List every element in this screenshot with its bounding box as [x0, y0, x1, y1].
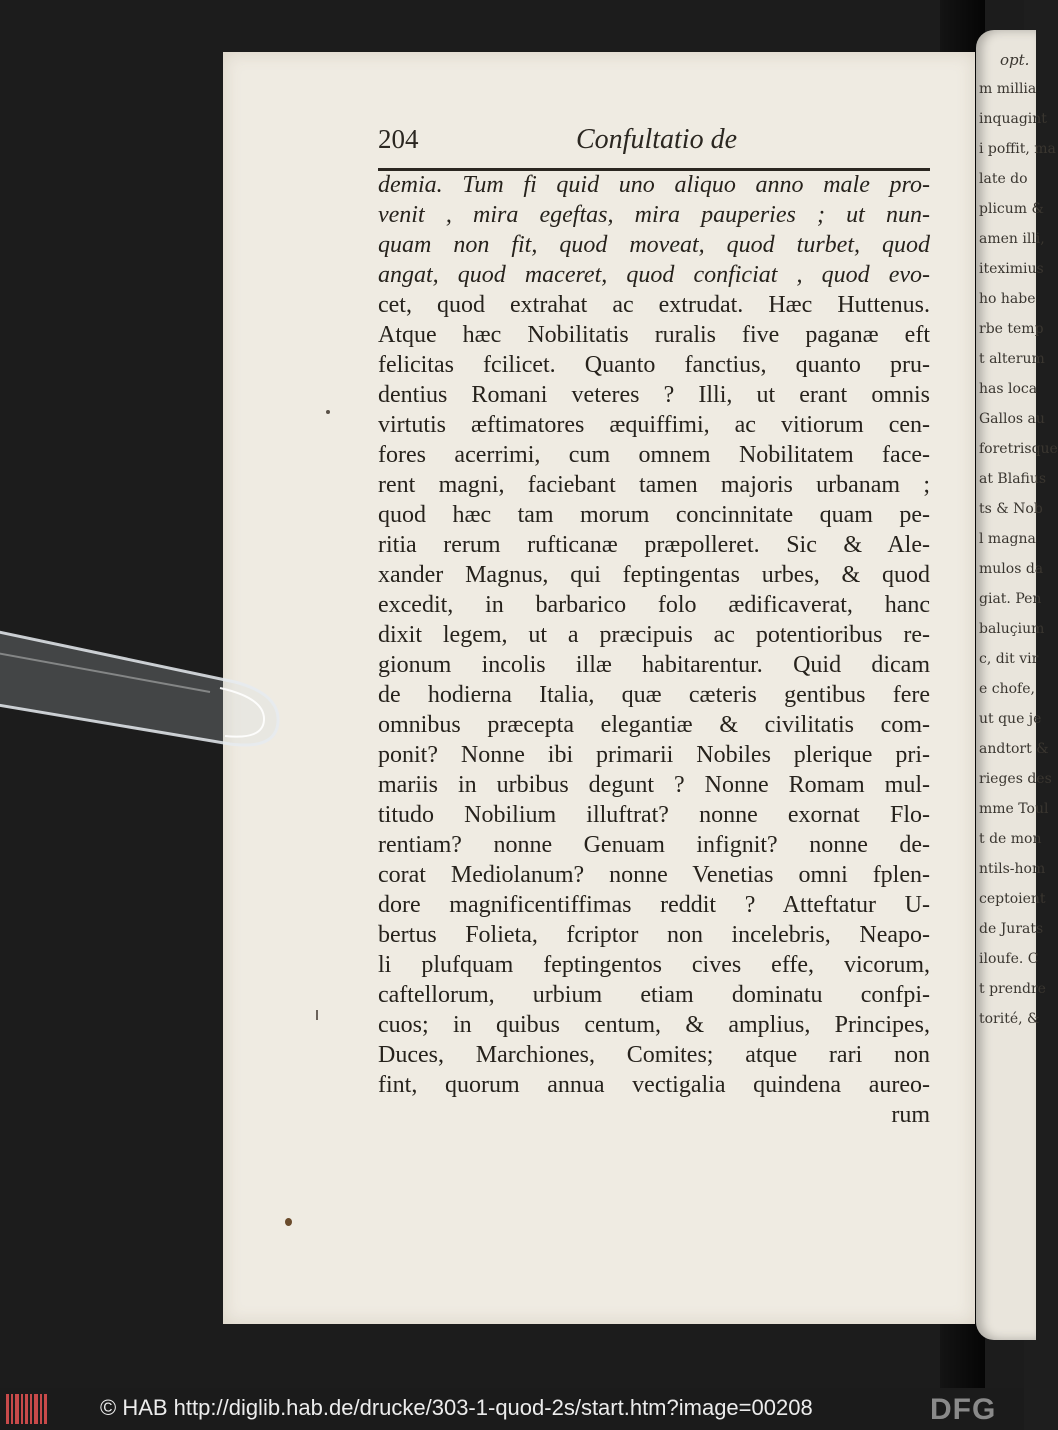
text-line: ponit? Nonne ibi primarii Nobiles plerique pri-: [378, 742, 930, 768]
text-line: omnibus præcepta elegantiæ & civilitatis com-: [378, 712, 930, 738]
facing-page-line: giat. Pen: [979, 591, 1042, 607]
text-line: de hodierna Italia, quæ cæteris gentibus fere: [378, 682, 930, 708]
facing-page-line: late do: [979, 171, 1028, 187]
text-line: felicitas fcilicet. Quanto fanctius, quanto pru-: [378, 352, 930, 378]
text-line: quam non fit, quod moveat, quod turbet, quod: [378, 232, 930, 258]
facing-page-line: iloufe. C: [979, 951, 1039, 967]
facing-page-line: at Blafius: [979, 471, 1047, 487]
text-line: dentius Romani veteres ? Illi, ut erant omnis: [378, 382, 930, 408]
facing-page-line: t prendre: [979, 981, 1046, 997]
text-line: venit , mira egeftas, mira pauperies ; ut nun-: [378, 202, 930, 228]
facing-page-line: inquagint: [979, 111, 1047, 127]
facing-page-line: ut que je: [979, 711, 1042, 727]
text-line: li plufquam feptingentos cives effe, vicorum,: [378, 952, 930, 978]
text-line: dore magnificentiffimas reddit ? Atteftatur U-: [378, 892, 930, 918]
facing-page-line: has loca: [979, 381, 1038, 397]
facing-page-line: de Jurats: [979, 921, 1044, 937]
facing-page-line: andtort &: [979, 741, 1049, 757]
text-line: rum: [891, 1102, 930, 1128]
facing-page-line: t de mon: [979, 831, 1042, 847]
text-line: virtutis æftimatores æquiffimi, ac vitiorum cen-: [378, 412, 930, 438]
facing-page-line: plicum &: [979, 201, 1044, 217]
running-title: Confultatio de: [576, 124, 737, 155]
facing-page-line: Gallos au: [979, 411, 1045, 427]
facing-page-line: rieges des: [979, 771, 1052, 787]
facing-page-line: amen illi,: [979, 231, 1045, 247]
source-url[interactable]: © HAB http://diglib.hab.de/drucke/303-1-quod-2s/start.htm?image=00208: [100, 1395, 813, 1420]
glass-page-weight-icon: [0, 610, 300, 760]
page-speck: [285, 1218, 292, 1226]
facing-page-line: rbe temp: [979, 321, 1044, 337]
text-line: ritia rerum rufticanæ præpolleret. Sic & Ale-: [378, 532, 930, 558]
text-line: dixit legem, ut a præcipuis ac potentioribus re-: [378, 622, 930, 648]
text-line: caftellorum, urbium etiam dominatu confpi-: [378, 982, 930, 1008]
running-head: [378, 120, 930, 171]
facing-page-line: iteximius: [979, 261, 1044, 277]
text-line: excedit, in barbarico folo ædificaverat, hanc: [378, 592, 930, 618]
facing-page: [976, 30, 1058, 1340]
text-line: demia. Tum fi quid uno aliquo anno male pro-: [378, 172, 930, 198]
barcode-icon: [6, 1394, 48, 1424]
text-line: quod hæc tam morum concinnitate quam pe-: [378, 502, 930, 528]
text-line: gionum incolis illæ habitarentur. Quid dicam: [378, 652, 930, 678]
facing-page-line: mme Toul: [979, 801, 1049, 817]
text-line: cet, quod extrahat ac extrudat. Hæc Huttenus.: [378, 292, 930, 318]
facing-page-line: c, dit vir: [979, 651, 1039, 667]
text-line: mariis in urbibus degunt ? Nonne Romam mul-: [378, 772, 930, 798]
text-block: [378, 170, 930, 1130]
page-speck: [326, 410, 330, 414]
facing-page-lines: [976, 74, 1058, 1034]
facing-page-line: e chofe,: [979, 681, 1035, 697]
facing-page-line: ho habe: [979, 291, 1036, 307]
text-line: corat Mediolanum? nonne Venetias omni fplen-: [378, 862, 930, 888]
facing-page-line: ts & Nob: [979, 501, 1043, 517]
facing-page-line: foretrisque: [979, 441, 1058, 457]
text-line: cuos; in quibus centum, & amplius, Principes,: [378, 1012, 930, 1038]
page-number: 204: [378, 124, 419, 154]
text-line: rentiam? nonne Genuam infignit? nonne de-: [378, 832, 930, 858]
facing-page-line: l magna: [979, 531, 1036, 547]
text-line: Atque hæc Nobilitatis ruralis five paganæ eft: [378, 322, 930, 348]
facing-page-line: torité, &: [979, 1011, 1040, 1027]
page-speck: [316, 1010, 318, 1020]
text-line: rent magni, faciebant tamen majoris urbanam ;: [378, 472, 930, 498]
text-line: angat, quod maceret, quod conficiat , quod evo-: [378, 262, 930, 288]
text-line: xander Magnus, qui feptingentas urbes, & quod: [378, 562, 930, 588]
facing-page-line: t alterum: [979, 351, 1045, 367]
dfg-logo: DFG: [930, 1393, 997, 1426]
facing-page-header: opt.: [1000, 51, 1030, 69]
facing-page-line: m millia: [979, 81, 1037, 97]
facing-page-line: mulos da: [979, 561, 1044, 577]
text-line: fores acerrimi, cum omnem Nobilitatem face-: [378, 442, 930, 468]
text-line: fint, quorum annua vectigalia quindena aureo-: [378, 1072, 930, 1098]
text-line: titudo Nobilium illuftrat? nonne exornat Flo-: [378, 802, 930, 828]
facing-page-line: ntils-hom: [979, 861, 1046, 877]
viewer-footer: [0, 1388, 1024, 1430]
text-line: Duces, Marchiones, Comites; atque rari non: [378, 1042, 930, 1068]
facing-page-line: i poffit, ma: [979, 141, 1056, 157]
facing-page-line: baluçium: [979, 621, 1045, 637]
text-line: bertus Folieta, fcriptor non incelebris, Neapo-: [378, 922, 930, 948]
facing-page-line: ceptoient: [979, 891, 1046, 907]
